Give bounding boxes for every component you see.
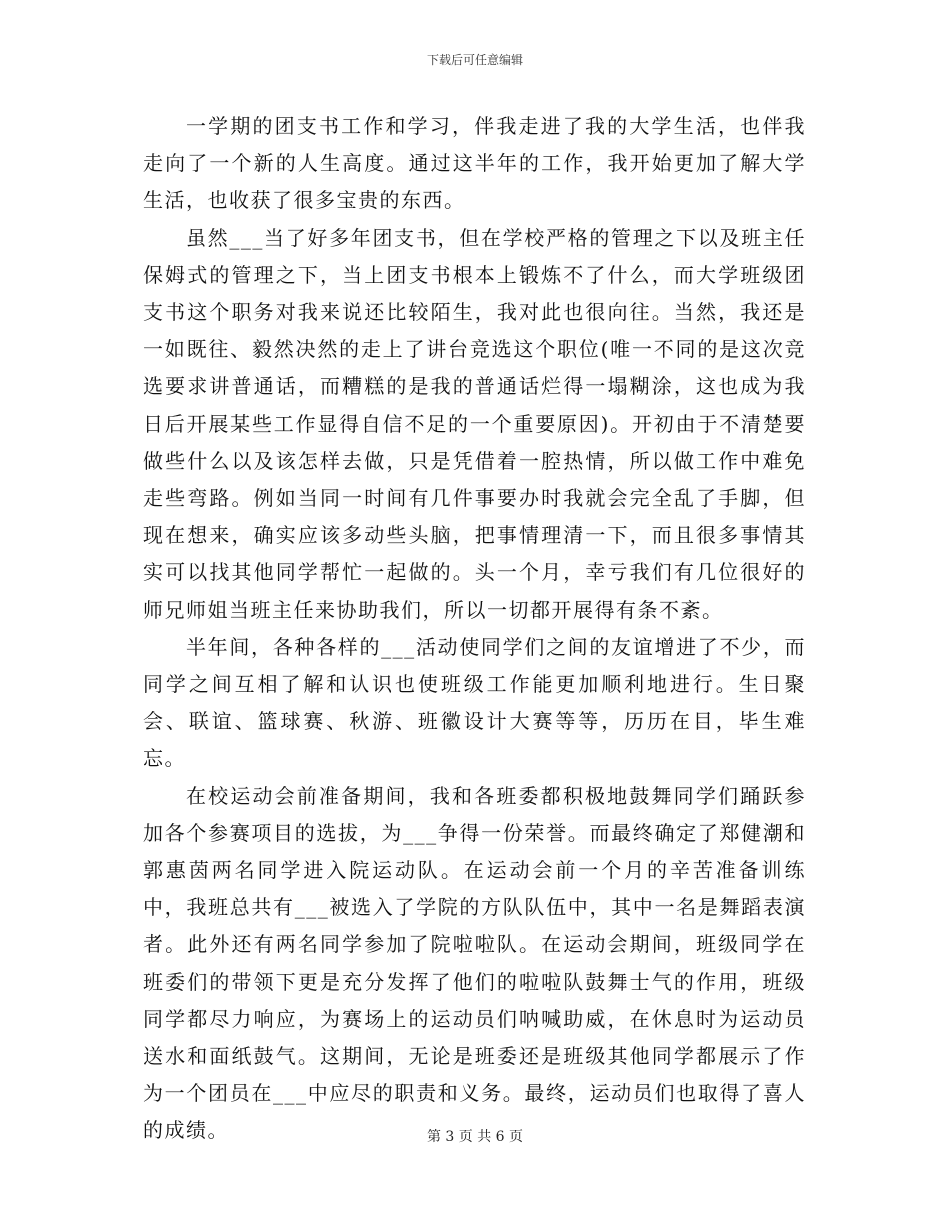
page-header-note: 下载后可任意编辑 bbox=[426, 53, 523, 67]
paragraph-intro: 一学期的团支书工作和学习，伴我走进了我的大学生活，也伴我走向了一个新的人生高度。通过这半年的工作，我开始更加了解大学生活，也收获了很多宝贵的东西。 bbox=[143, 114, 806, 213]
paragraph-activities: 半年间，各种各样的___活动使同学们之间的友谊增进了不少，而同学之间互相了解和认识也使班级工作能更加顺利地进行。生日聚会、联谊、篮球赛、秋游、班徽设计大赛等等，历历在目，毕生难忘。 bbox=[143, 634, 806, 771]
paragraph-sports-meet: 在校运动会前准备期间，我和各班委都积极地鼓舞同学们踊跃参加各个参赛项目的选拔，为___争得一份荣誉。而最终确定了郑健潮和郭惠茵两名同学进入院运动队。在运动会前一个月的辛苦准备训练中，我班总共有___被选入了学院的方队队伍中，其中一名是舞蹈表演者。此外还有两名同学参加了院啦啦队。在运动会期间，班级同学在班委们的带领下更是充分发挥了他们的啦啦队鼓舞士气的作用，班级同学都尽力响应，为赛场上的运动员们呐喊助威，在休息时为运动员送水和面纸鼓气。这期间，无论是班委还是班级其他同学都展示了作为一个团员在___中应尽的职责和义务。最终，运动员们也取得了喜人的成绩。 bbox=[143, 783, 806, 1143]
document-body bbox=[143, 108, 806, 1150]
page-number: 第 3 页 共 6 页 bbox=[426, 1129, 524, 1145]
paragraph-election: 虽然___当了好多年团支书，但在学校严格的管理之下以及班主任保姆式的管理之下，当上团支书根本上锻炼不了什么，而大学班级团支书这个职务对我来说还比较陌生，我对此也很向往。当然，我还是一如既往、毅然决然的走上了讲台竞选这个职位(唯一不同的是这次竞选要求讲普通话，而糟糕的是我的普通话烂得一塌糊涂，这也成为我日后开展某些工作显得自信不足的一个重要原因)。开初由于不清楚要做些什么以及该怎样去做，只是凭借着一腔热情，所以做工作中难免走些弯路。例如当同一时间有几件事要办时我就会完全乱了手脚，但现在想来，确实应该多动些头脑，把事情理清一下，而且很多事情其实可以找其他同学帮忙一起做的。头一个月，幸亏我们有几位很好的师兄师姐当班主任来协助我们，所以一切都开展得有条不紊。 bbox=[143, 225, 806, 622]
